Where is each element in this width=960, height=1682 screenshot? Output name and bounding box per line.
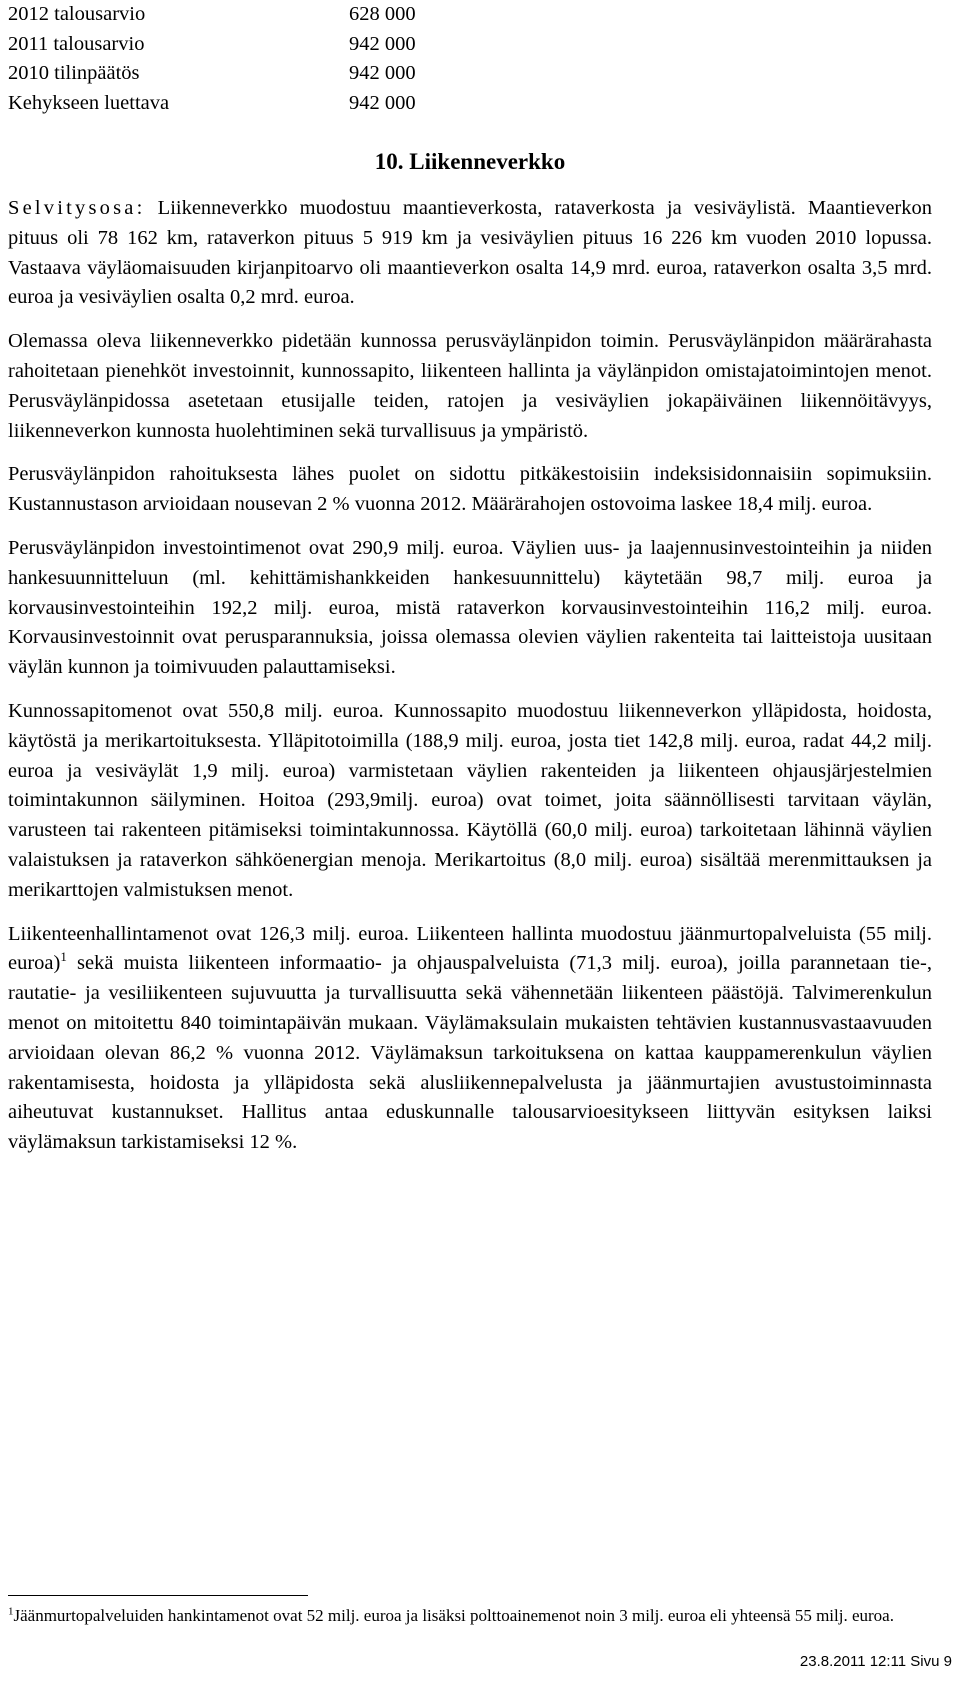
- budget-value: 942 000: [349, 62, 416, 85]
- page-footer: 23.8.2011 12:11 Sivu 9: [799, 1653, 952, 1670]
- paragraph-text: Liikenteenhallintamenot ovat 126,3 milj. euroa. Liikenteen hallinta muodostuu jäänmurtopalveluista (55 milj. euroa): [8, 922, 932, 975]
- footnote-text: Jäänmurtopalveluiden hankintamenot ovat 52 milj. euroa ja lisäksi polttoainemenot noin 3 milj. euroa eli yhteensä 55 milj. euroa.: [13, 1606, 894, 1625]
- explanation-label: Selvitysosa:: [8, 197, 146, 219]
- budget-row: [8, 30, 468, 60]
- footnote-divider: [8, 1595, 308, 1596]
- paragraph-investments: Perusväylänpidon investointimenot ovat 290,9 milj. euroa. Väylien uus- ja laajennusinvestointeihin ja niiden hankesuunnitteluun (ml. kehittämishankkeiden hankesuunnittelu) käytetään 98,7 milj. euroa ja korvausinvestointeihin 192,2 milj. euroa, mistä rataverkon korvausinvestointeihin 116,2 milj. euroa. Korvausinvestoinnit ovat perusparannuksia, joissa olemassa olevien väylien rakenteita tai laitteistoja uusitaan väylän kunnon ja toimivuuden palauttamiseksi.: [8, 536, 932, 679]
- budget-label: Kehykseen luettava: [8, 91, 170, 114]
- footnote-reference: 1: [60, 949, 67, 965]
- budget-value: 942 000: [349, 32, 416, 55]
- body-text: [8, 194, 932, 1172]
- budget-label: 2010 tilinpäätös: [8, 62, 140, 85]
- budget-row: [8, 0, 468, 30]
- paragraph-maintenance-costs: Kunnossapitomenot ovat 550,8 milj. euroa. Kunnossapito muodostuu liikenneverkon ylläpidosta, hoidosta, käytöstä ja merikartoituksesta. Ylläpitotoimilla (188,9 milj. euroa, josta tiet 142,8 milj. euroa, radat 44,2 milj. euroa ja vesiväylät 1,9 milj. euroa) varmistetaan väylien rakenteiden ja liikenteen ohjausjärjestelmien toimintakunnon säilyminen. Hoitoa (293,9milj. euroa) ovat toimet, joita säännöllisesti tarvitaan väylän, varusteen tai rakenteen pitämiseksi toimintakunnossa. Käytöllä (60,0 milj. euroa) tarkoitetaan lähinnä väylien valaistuksen ja rataverkon sähköenergian menoja. Merikartoitus (8,0 milj. euroa) sisältää merenmittauksen ja merikarttojen valmistuksen menot.: [8, 699, 932, 901]
- paragraph-text: Liikenneverkko muodostuu maantieverkosta, rataverkosta ja vesiväylistä. Maantieverkon pituus oli 78 162 km, rataverkon pituus 5 919 km ja vesiväylien pituus 16 226 km vuoden 2010 lopussa. Vastaava väyläomaisuuden kirjanpitoarvo oli maantieverkon osalta 14,9 mrd. euroa, rataverkon osalta 3,5 mrd. euroa ja vesiväylien osalta 0,2 mrd. euroa.: [8, 197, 933, 309]
- paragraph-index-contracts: Perusväylänpidon rahoituksesta lähes puolet on sidottu pitkäkestoisiin indeksisidonnaisiin sopimuksiin. Kustannustason arvioidaan nousevan 2 % vuonna 2012. Määrärahojen ostovoima laskee 18,4 milj. euroa.: [8, 463, 932, 516]
- budget-table: [8, 0, 468, 118]
- budget-row: [8, 59, 468, 89]
- budget-row: [8, 89, 468, 119]
- paragraph-overview: [8, 194, 932, 313]
- budget-label: 2011 talousarvio: [8, 32, 145, 55]
- paragraph-basic-maintenance: Olemassa oleva liikenneverkko pidetään kunnossa perusväylänpidon toimin. Perusväylänpidon määrärahasta rahoitetaan pienehköt investoinnit, kunnossapito, liikenteen hallinta ja väylänpidon omistajatoimintojen menot. Perusväylänpidossa asetetaan etusijalle teiden, ratojen ja vesiväylien jokapäiväinen liikennöitävyys, liikenneverkon kunnosta huolehtiminen sekä turvallisuus ja ympäristö.: [8, 330, 932, 442]
- budget-label: 2012 talousarvio: [8, 3, 146, 25]
- paragraph-text: sekä muista liikenteen informaatio- ja ohjauspalveluista (71,3 milj. euroa), joilla parannetaan tie-, rautatie- ja vesiliikenteen sujuvuutta ja turvallisuutta sekä vähennetään liikenteen päästöjä. Talvimerenkulun menot on mitoitettu 840 toimintapäivän mukaan. Väylämaksulain mukaisten tehtävien kustannusvastaavuuden arvioidaan olevan 86,2 % vuonna 2012. Väylämaksun tarkoituksena on kattaa kauppamerenkulun väylien rakentamisesta, hoidosta ja ylläpidosta sekä alusliikennepalvelusta ja jäänmurtajien avustustoiminnasta aiheutuvat kustannukset. Hallitus antaa eduskunnalle talousarvioesitykseen liittyvän esityksen laiksi väylämaksun tarkistamiseksi 12 %.: [8, 952, 932, 1154]
- footnote: [8, 1604, 932, 1627]
- paragraph-traffic-management: [8, 920, 932, 1158]
- footnote-marker: 1: [8, 1605, 14, 1618]
- chapter-title: 10. Liikenneverkko: [374, 149, 566, 174]
- budget-value: 628 000: [349, 3, 416, 25]
- budget-value: 942 000: [349, 91, 416, 114]
